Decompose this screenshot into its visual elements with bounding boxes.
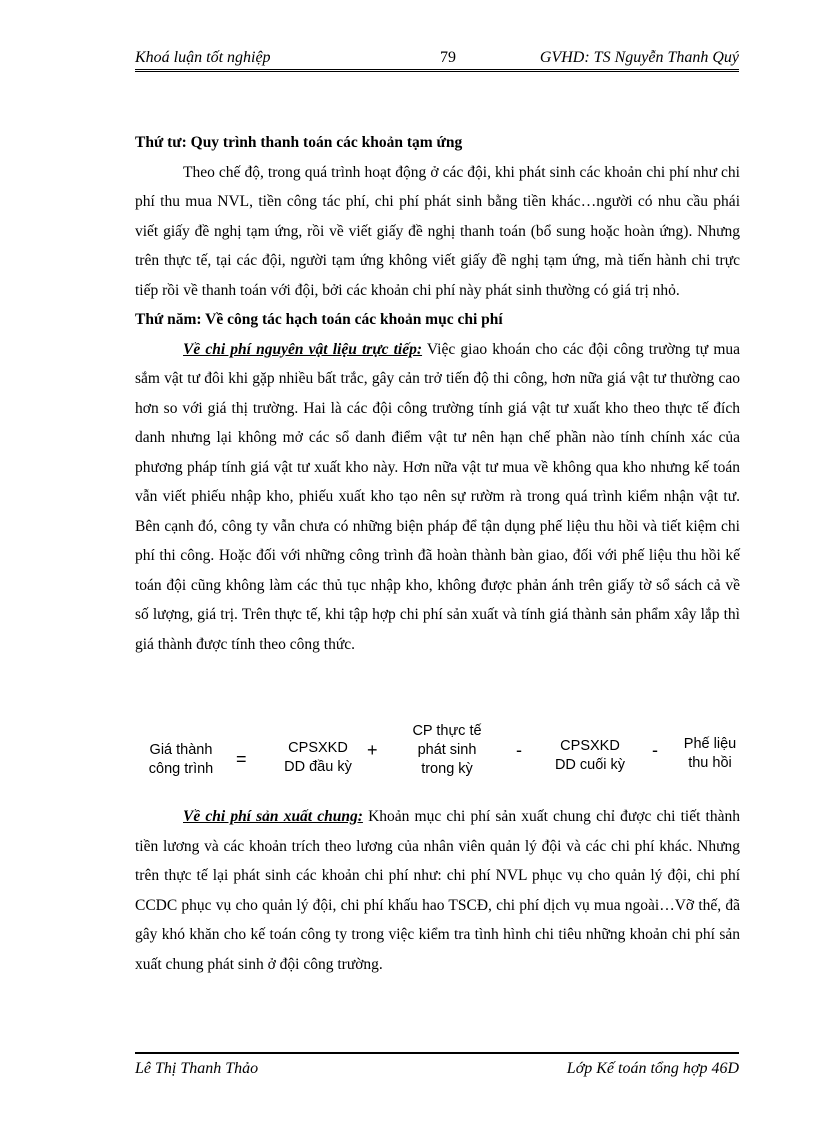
material-cost-text: Việc giao khoán cho các đội công trường tự mua sắm vật tư đôi khi gặp nhiều bất trắc, gây cản trở tiến độ thi công, hơn nữa giá vật tư thường cao hơn so với giá thị trường. Hai là các đội công trường tính giá vật tư xuất kho theo thực tế đích danh nhưng lại không mở các sổ danh điểm vật tư nên hạn chế phần nào tính chính xác của phương pháp tính giá vật tư xuất kho này. Hơn nữa vật tư mua về không qua kho nhưng kế toán vẫn viết phiếu nhập kho, phiếu xuất kho tạo nên sự rườm rà trong quá trình kiểm nhận vật tư. Bên cạnh đó, công ty vẫn chưa có những biện pháp để tận dụng phế liệu thu hồi và tiết kiệm chi phí thi công. Hoặc đối với những công trình đã hoàn thành bàn giao, đối với phế liệu thu hồi kế toán đội cũng không làm các thủ tục nhập kho, không được phản ánh trên giấy tờ sổ sách cả về số lượng, giá trị. Trên thực tế, khi tập hợp chi phí sản xuất và tính giá thành sản phẩm xây lắp thì giá thành được tính theo công thức. <box>135 340 741 653</box>
page-number: 79 <box>440 49 456 66</box>
page-footer <box>135 1052 739 1082</box>
overhead-cost-paragraph <box>135 802 740 979</box>
formula-equals: = <box>236 749 247 769</box>
material-cost-lead: Về chi phí nguyên vật liệu trực tiếp: <box>183 340 423 358</box>
cost-formula <box>140 722 750 784</box>
overhead-cost-lead: Về chi phí sản xuất chung: <box>183 808 363 825</box>
section-4-heading: Thứ tư: Quy trình thanh toán các khoản tạm ứng <box>135 134 463 151</box>
formula-term-period-cost: CP thực tế phát sinh trong kỳ <box>412 723 482 777</box>
formula-plus: + <box>367 740 378 760</box>
overhead-cost-text: Khoản mục chi phí sản xuất chung chỉ được chi tiết thành tiền lương và các khoản trích theo lương của nhân viên quản lý đội và các chi phí khác. Nhưng trên thực tế lại phát sinh các khoản chi phí như: chi phí NVL phục vụ cho quản lý đội, chi phí CCDC phục vụ cho quản lý đội, chi phí khấu hao TSCĐ, chi phí dịch vụ mua ngoài…Vỡ thế, đã gây khó khăn cho kế toán công ty trong việc kiểm tra tình hình chi tiêu những khoản chi phí sản xuất chung phát sinh ở đội công trường. <box>135 808 740 973</box>
header-supervisor: GVHD: TS Nguyễn Thanh Quý <box>539 49 739 66</box>
formula-term-closing-wip: CPSXKD DD cuối kỳ <box>554 738 626 773</box>
footer-class: Lớp Kế toán tổng hợp 46D <box>566 1060 739 1077</box>
formula-minus-2: - <box>652 740 658 760</box>
page-header <box>135 47 739 72</box>
header-thesis-title: Khoá luận tốt nghiệp <box>135 49 271 66</box>
formula-term-opening-wip: CPSXKD DD đầu kỳ <box>284 740 352 775</box>
section-4-paragraph: Theo chế độ, trong quá trình hoạt động ở các đội, khi phát sinh các khoản chi phí như chi phí thu mua NVL, tiền công tác phí, chi phí phát sinh bằng tiền khác…người có nhu cầu phái viết giấy đề nghị tạm ứng, rồi về viết giấy đề nghị thanh toán (bổ sung hoặc hoàn ứng). Nhưng trên thực tế, tại các đội, người tạm ứng không viết giấy đề nghị tạm ứng, mà tiến hành chi trực tiếp rồi về thanh toán với đội, bởi các khoản chi phí này phát sinh thường có giá trị nhỏ. <box>135 163 740 299</box>
formula-minus-1: - <box>516 740 522 760</box>
section-5-heading: Thứ năm: Về công tác hạch toán các khoản mục chi phí <box>135 311 503 328</box>
material-cost-paragraph <box>135 335 740 660</box>
formula-term-scrap: Phế liệu thu hồi <box>683 736 737 771</box>
document-body <box>135 128 740 659</box>
formula-term-project-cost: Giá thành công trình <box>148 742 214 777</box>
footer-author: Lê Thị Thanh Thảo <box>135 1060 259 1077</box>
document-body-continued <box>135 802 740 979</box>
